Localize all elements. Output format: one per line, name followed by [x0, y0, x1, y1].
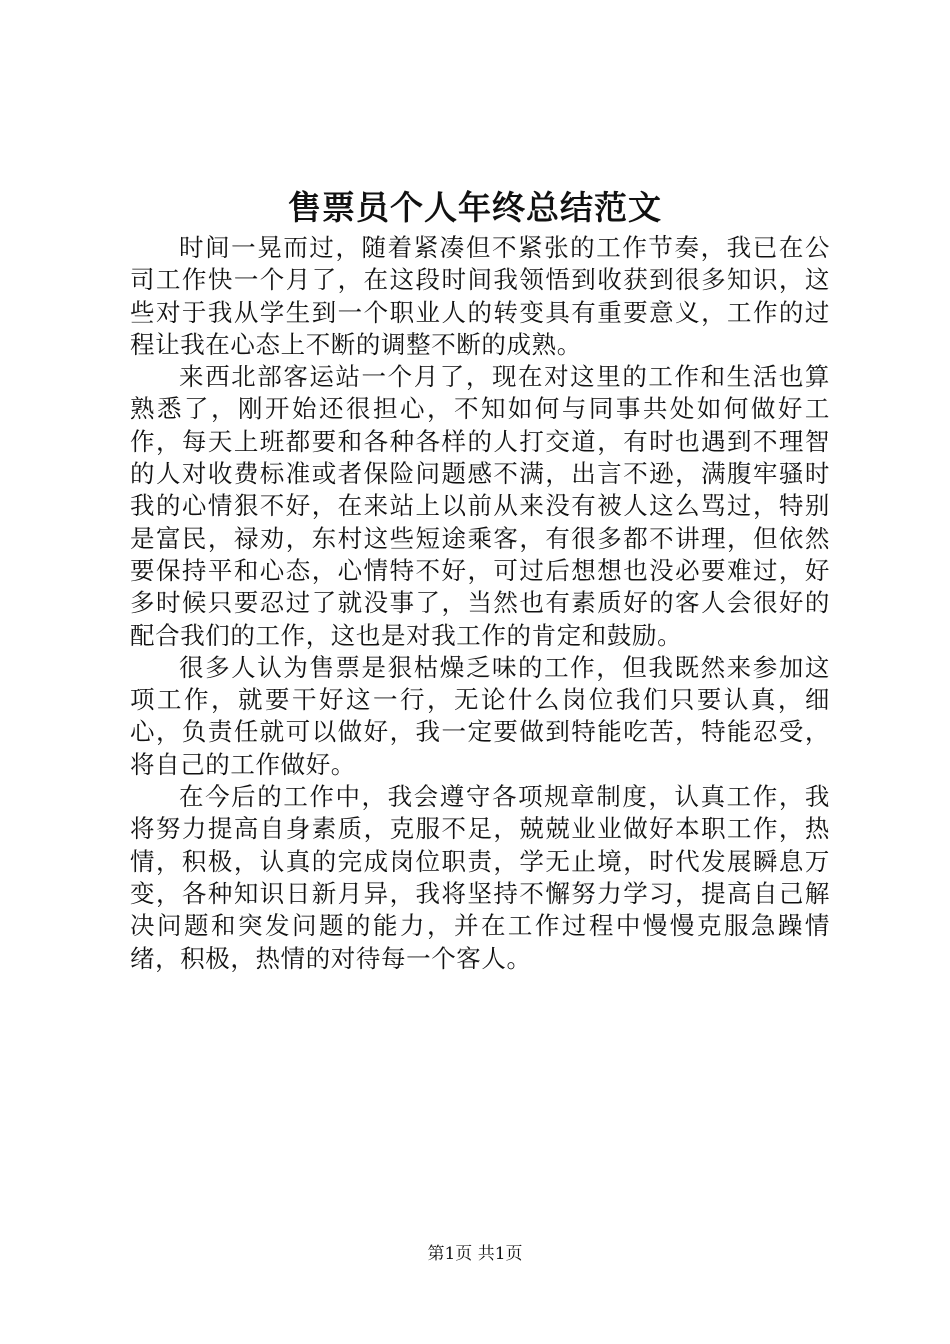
page-number-footer: 第1页 共1页	[427, 1244, 523, 1264]
paragraph-3: 很多人认为售票是狠枯燥乏味的工作，但我既然来参加这项工作，就要干好这一行，无论什么岗位我们只要认真，细心，负责任就可以做好，我一定要做到特能吃苦，特能忍受，将自己的工作做好。	[130, 652, 830, 779]
document-title: 售票员个人年终总结范文	[288, 188, 662, 227]
document-body	[130, 232, 830, 975]
paragraph-1: 时间一晃而过，随着紧凑但不紧张的工作节奏，我已在公司工作快一个月了，在这段时间我领悟到收获到很多知识，这些对于我从学生到一个职业人的转变具有重要意义，工作的过程让我在心态上不断的调整不断的成熟。	[130, 233, 830, 359]
paragraph-4: 在今后的工作中，我会遵守各项规章制度，认真工作，我将努力提高自身素质，克服不足，兢兢业业做好本职工作，热情，积极，认真的完成岗位职责，学无止境，时代发展瞬息万变，各种知识日新月异，我将坚持不懈努力学习，提高自己解决问题和突发问题的能力，并在工作过程中慢慢克服急躁情绪，积极，热情的对待每一个客人。	[130, 782, 830, 973]
paragraph-2: 来西北部客运站一个月了，现在对这里的工作和生活也算熟悉了，刚开始还很担心，不知如何与同事共处如何做好工作，每天上班都要和各种各样的人打交道，有时也遇到不理智的人对收费标准或者保险问题感不满，出言不逊，满腹牢骚时我的心情狠不好，在来站上以前从来没有被人这么骂过，特别是富民，禄劝，东村这些短途乘客，有很多都不讲理，但依然要保持平和心态，心情特不好，可过后想想也没必要难过，好多时候只要忍过了就没事了，当然也有素质好的客人会很好的配合我们的工作，这也是对我工作的肯定和鼓励。	[130, 362, 830, 650]
